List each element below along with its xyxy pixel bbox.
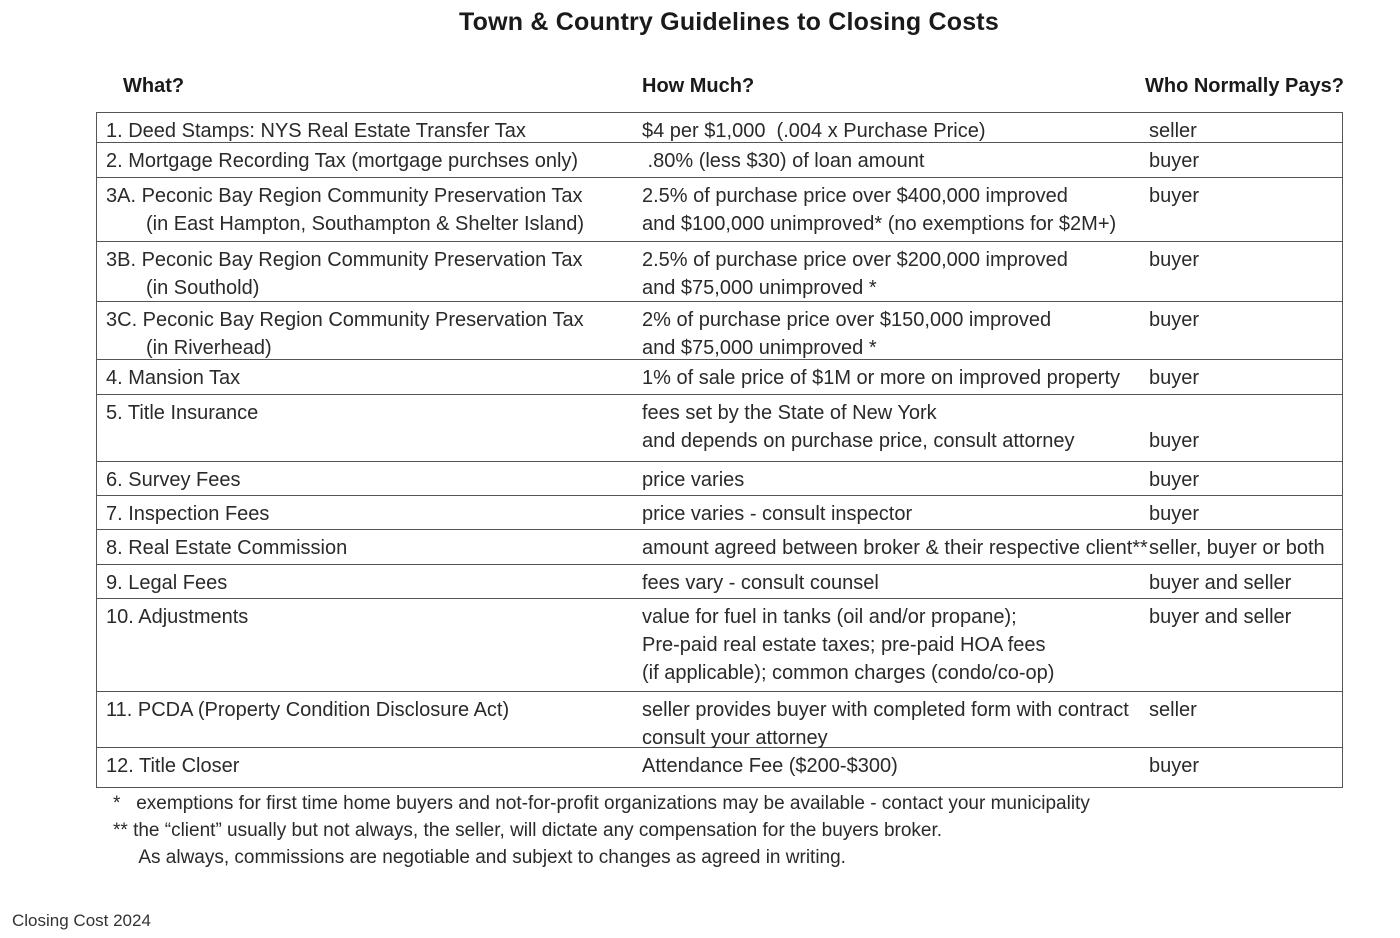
cell-what bbox=[106, 500, 269, 528]
cell-who bbox=[1149, 117, 1197, 145]
cell-how bbox=[642, 182, 1116, 238]
cell-line: buyer bbox=[1149, 249, 1200, 271]
column-header-what: What? bbox=[123, 75, 185, 97]
cell-line: price varies bbox=[642, 469, 745, 491]
cell-line: seller bbox=[1149, 120, 1197, 142]
table-row bbox=[97, 565, 1342, 599]
cell-line: 6. Survey Fees bbox=[106, 469, 241, 491]
cell-who bbox=[1149, 399, 1199, 455]
cell-how bbox=[642, 569, 879, 597]
table-row bbox=[97, 530, 1342, 565]
cell-line: (in East Hampton, Southampton & Shelter Island) bbox=[146, 213, 585, 235]
cell-how bbox=[642, 399, 1075, 455]
cell-line: buyer and seller bbox=[1149, 572, 1292, 594]
cell-who bbox=[1149, 306, 1199, 334]
cell-line: buyer bbox=[1149, 309, 1200, 331]
page-title: Town & Country Guidelines to Closing Costs bbox=[459, 8, 999, 36]
cell-how bbox=[642, 466, 744, 494]
cell-what bbox=[106, 696, 509, 724]
cell-what bbox=[106, 306, 584, 362]
cell-line: 9. Legal Fees bbox=[106, 572, 228, 594]
table-row bbox=[97, 360, 1342, 395]
cell-what bbox=[106, 603, 248, 631]
cell-how bbox=[642, 147, 924, 175]
cell-who bbox=[1149, 534, 1325, 562]
cell-line: 5. Title Insurance bbox=[106, 402, 259, 424]
cell-what bbox=[106, 752, 239, 780]
cell-what bbox=[106, 364, 240, 392]
footnote-client: ** the “client” usually but not always, the seller, will dictate any compensation for the buyers broker. bbox=[113, 820, 943, 841]
table-row bbox=[97, 302, 1342, 360]
cell-line: 2. Mortgage Recording Tax (mortgage purchses only) bbox=[106, 150, 579, 172]
cell-who bbox=[1149, 500, 1199, 528]
cell-line: buyer bbox=[1149, 503, 1200, 525]
cell-what bbox=[106, 246, 583, 302]
cell-line: Attendance Fee ($200-$300) bbox=[642, 755, 898, 777]
footnote-exemptions: * exemptions for first time home buyers and not-for-profit organizations may be available - contact your municipality bbox=[113, 793, 1090, 814]
cell-line: Pre-paid real estate taxes; pre-paid HOA fees bbox=[642, 634, 1046, 656]
cell-line: price varies - consult inspector bbox=[642, 503, 913, 525]
column-header-how-much: How Much? bbox=[642, 75, 755, 97]
cell-who bbox=[1149, 147, 1199, 175]
cell-line: (in Southold) bbox=[146, 277, 260, 299]
cell-who bbox=[1149, 696, 1197, 724]
cell-line: 3A. Peconic Bay Region Community Preservation Tax bbox=[106, 185, 583, 207]
table-row bbox=[97, 599, 1342, 692]
cell-who bbox=[1149, 466, 1199, 494]
cell-how bbox=[642, 117, 986, 145]
document-footer: Closing Cost 2024 bbox=[12, 911, 151, 930]
cell-who bbox=[1149, 752, 1199, 780]
cell-how bbox=[642, 696, 1129, 752]
table-row bbox=[97, 748, 1342, 784]
cell-line: (in Riverhead) bbox=[146, 337, 272, 359]
footnote-commissions: As always, commissions are negotiable and subjext to changes as agreed in writing. bbox=[113, 847, 846, 868]
cell-how bbox=[642, 534, 1148, 562]
cell-line: 11. PCDA (Property Condition Disclosure Act) bbox=[106, 699, 510, 721]
cell-line: and depends on purchase price, consult attorney bbox=[642, 430, 1075, 452]
cell-line: value for fuel in tanks (oil and/or propane); bbox=[642, 606, 1017, 628]
cell-line: consult your attorney bbox=[642, 727, 828, 749]
cell-how bbox=[642, 500, 912, 528]
table-row bbox=[97, 113, 1342, 143]
cell-line: buyer bbox=[1149, 185, 1200, 207]
cell-line: and $75,000 unimproved * bbox=[642, 277, 877, 299]
cell-line: and $75,000 unimproved * bbox=[642, 337, 877, 359]
cell-line: amount agreed between broker & their respective client** bbox=[642, 537, 1148, 559]
cell-who bbox=[1149, 182, 1199, 210]
cell-line: 4. Mansion Tax bbox=[106, 367, 241, 389]
table-row bbox=[97, 692, 1342, 748]
cell-line: 12. Title Closer bbox=[106, 755, 240, 777]
cell-who bbox=[1149, 569, 1291, 597]
table-row bbox=[97, 143, 1342, 178]
closing-costs-table bbox=[96, 112, 1343, 788]
cell-line: (if applicable); common charges (condo/co-op) bbox=[642, 662, 1055, 684]
table-row bbox=[97, 395, 1342, 462]
table-row bbox=[97, 462, 1342, 496]
cell-line: buyer bbox=[1149, 469, 1200, 491]
cell-who bbox=[1149, 364, 1199, 392]
cell-line: 3B. Peconic Bay Region Community Preservation Tax bbox=[106, 249, 583, 271]
cell-what bbox=[106, 569, 227, 597]
cell-what bbox=[106, 117, 526, 145]
cell-what bbox=[106, 182, 584, 238]
cell-line: fees vary - consult counsel bbox=[642, 572, 879, 594]
cell-what bbox=[106, 399, 258, 427]
cell-line: .80% (less $30) of loan amount bbox=[642, 150, 925, 172]
column-header-who-pays: Who Normally Pays? bbox=[1145, 75, 1344, 97]
cell-how bbox=[642, 306, 1051, 362]
cell-what bbox=[106, 534, 347, 562]
cell-line bbox=[1149, 399, 1199, 427]
footnotes bbox=[113, 790, 1090, 871]
cell-who bbox=[1149, 246, 1199, 274]
cell-what bbox=[106, 147, 578, 175]
cell-line: 1. Deed Stamps: NYS Real Estate Transfer Tax bbox=[106, 120, 526, 142]
cell-line: and $100,000 unimproved* (no exemptions for $2M+) bbox=[642, 213, 1117, 235]
table-row bbox=[97, 496, 1342, 530]
cell-what bbox=[106, 466, 241, 494]
cell-line: 2.5% of purchase price over $400,000 improved bbox=[642, 185, 1068, 207]
cell-line: seller provides buyer with completed form with contract bbox=[642, 699, 1129, 721]
cell-line: 10. Adjustments bbox=[106, 606, 249, 628]
cell-line: seller bbox=[1149, 699, 1197, 721]
cell-line: 3C. Peconic Bay Region Community Preservation Tax bbox=[106, 309, 584, 331]
table-row bbox=[97, 178, 1342, 242]
table-row bbox=[97, 242, 1342, 302]
cell-line: 2.5% of purchase price over $200,000 improved bbox=[642, 249, 1068, 271]
cell-line: buyer bbox=[1149, 430, 1200, 452]
cell-line: 2% of purchase price over $150,000 improved bbox=[642, 309, 1052, 331]
cell-who bbox=[1149, 603, 1291, 631]
cell-line: $4 per $1,000 (.004 x Purchase Price) bbox=[642, 120, 986, 142]
cell-line: fees set by the State of New York bbox=[642, 402, 937, 424]
cell-line: buyer bbox=[1149, 367, 1200, 389]
cell-how bbox=[642, 603, 1054, 687]
cell-line: buyer and seller bbox=[1149, 606, 1292, 628]
cell-line: 7. Inspection Fees bbox=[106, 503, 270, 525]
cell-how bbox=[642, 246, 1068, 302]
cell-how bbox=[642, 364, 1120, 392]
cell-how bbox=[642, 752, 898, 780]
cell-line: 1% of sale price of $1M or more on improved property bbox=[642, 367, 1120, 389]
cell-line: 8. Real Estate Commission bbox=[106, 537, 348, 559]
cell-line: seller, buyer or both bbox=[1149, 537, 1325, 559]
cell-line: buyer bbox=[1149, 755, 1200, 777]
cell-line: buyer bbox=[1149, 150, 1200, 172]
